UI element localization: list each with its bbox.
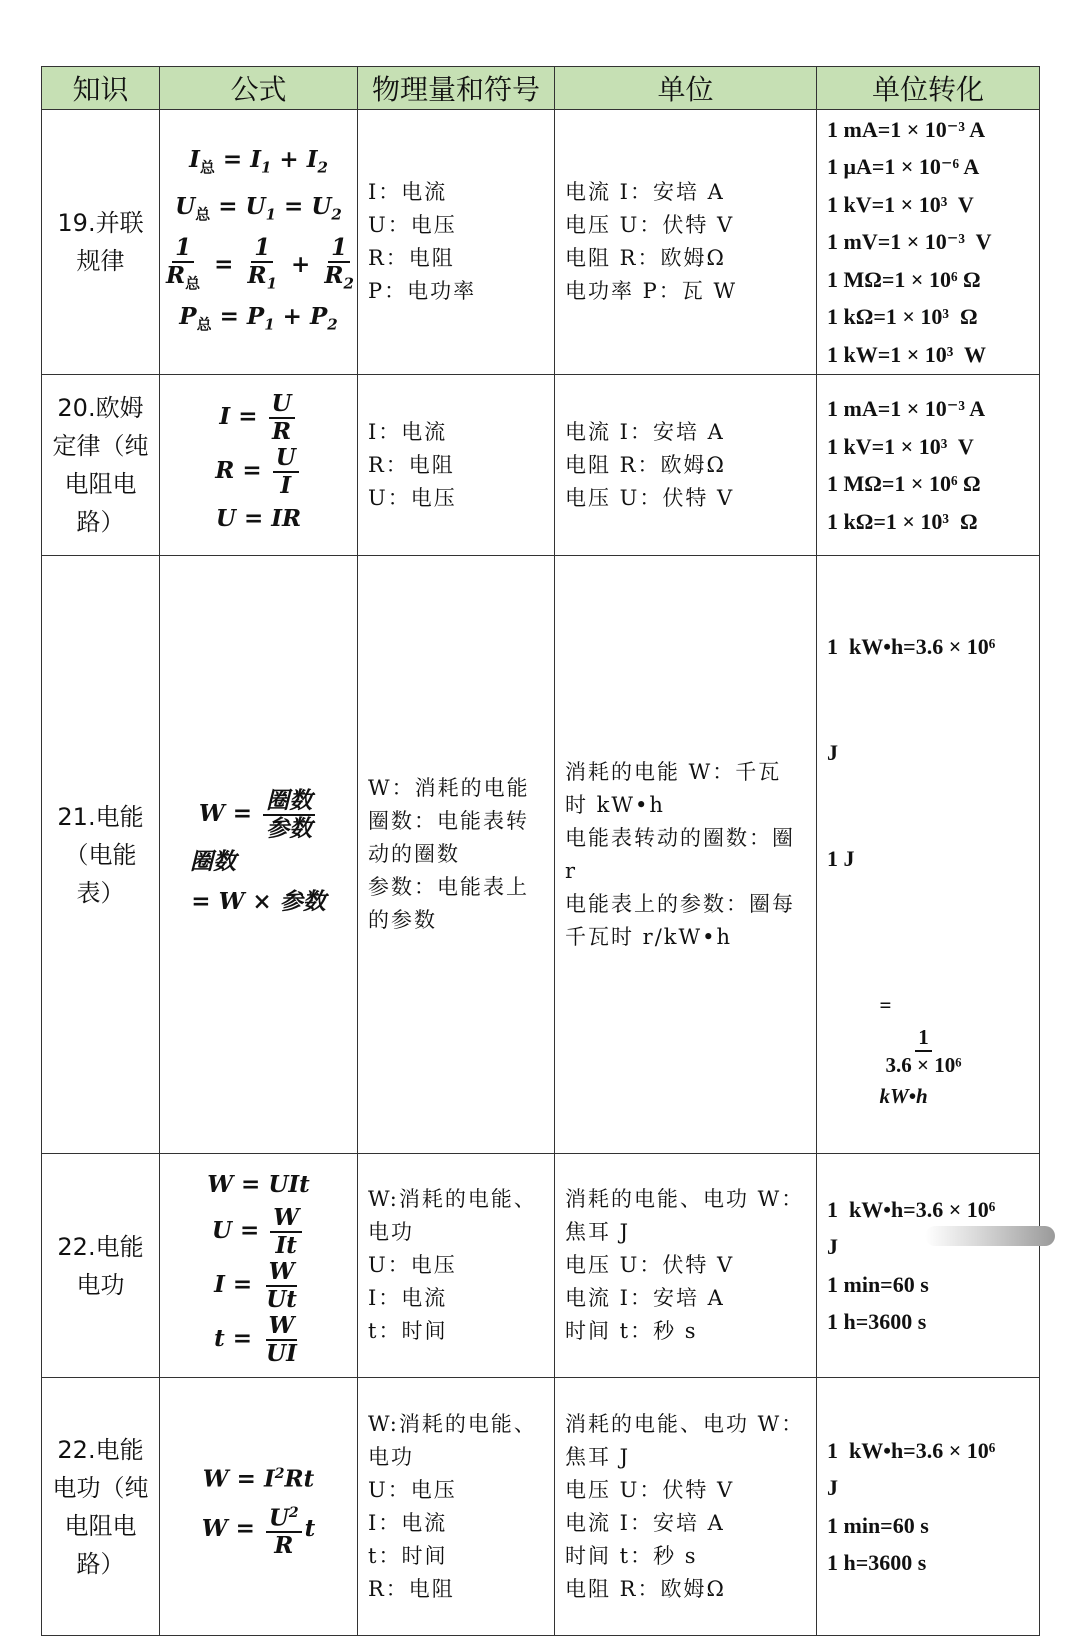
conversion-line: J xyxy=(827,1475,838,1500)
conversion-line: 1 kW•h=3.6 × 10⁶ xyxy=(827,1437,996,1463)
topic-cell xyxy=(42,1154,160,1378)
formula-work: W = UIt xyxy=(207,1170,310,1198)
unit-line: 电流 I：安培 A xyxy=(565,419,725,444)
unit-line: 焦耳 J xyxy=(565,1444,631,1469)
formula-ohm-voltage: U = IR xyxy=(215,505,302,532)
symbol-line: W:消耗的电能、 xyxy=(368,1411,537,1436)
topic-line: 电功 xyxy=(76,1270,125,1299)
symbol-line: 电功 xyxy=(368,1444,414,1469)
conversion-line: 1 kW=1 × 10³ W xyxy=(827,341,987,367)
topic-cell xyxy=(42,1378,160,1636)
formula-work-current: I = $\frac{W}{Ut}$ xyxy=(214,1257,297,1313)
unit-line: 焦耳 J xyxy=(565,1220,631,1244)
symbol-line: R：电阻 xyxy=(368,1576,455,1601)
conversion-line: 1 h=3600 s xyxy=(827,1550,927,1575)
units-cell xyxy=(555,375,817,556)
unit-line: 消耗的电能、电功 W： xyxy=(565,1411,805,1436)
formula-turns-product: = W × 参数 xyxy=(191,887,326,915)
unit-line: 时间 t：秒 s xyxy=(565,1543,698,1568)
conversion-line: 1 min=60 s xyxy=(827,1512,929,1538)
conversion-line: 1 kW•h=3.6 × 10⁶ xyxy=(827,1196,996,1222)
topic-line: 22.电能 xyxy=(57,1435,144,1464)
topic-line: 21.电能 xyxy=(57,802,144,831)
conversion-cell xyxy=(817,1154,1040,1378)
symbol-line: 动的圈数 xyxy=(368,842,460,866)
topic-cell xyxy=(42,110,160,375)
header-symbols: 物理量和符号 xyxy=(358,67,555,110)
unit-line: 电阻 R：欧姆Ω xyxy=(565,246,726,270)
header-topic: 知识 xyxy=(42,67,160,110)
unit-line: 电压 U：伏特 V xyxy=(565,213,735,237)
conversion-cell xyxy=(817,1378,1040,1636)
unit-line: 千瓦时 r/kW•h xyxy=(565,924,733,949)
symbol-line: I：电流 xyxy=(368,1510,448,1535)
formula-cell xyxy=(160,110,358,375)
formula-ohm-current: I = $\frac{U}{R}$ xyxy=(160,391,357,445)
conversion-line: J xyxy=(827,740,838,765)
topic-cell xyxy=(42,556,160,1154)
header-row xyxy=(42,67,1040,110)
formula-ohm-resistance: R = $\frac{U}{I}$ xyxy=(160,445,357,499)
unit-line: 电阻 R：欧姆Ω xyxy=(565,452,726,477)
conversion-joule-fraction: = $\frac{1}{\text{3.6 × 10⁶}}$ kW•h xyxy=(879,992,962,1108)
table-row xyxy=(42,556,1040,1154)
symbols-cell xyxy=(358,110,555,375)
scrollbar-thumb[interactable] xyxy=(925,1226,1055,1246)
unit-line: 电流 I：安培 A xyxy=(565,180,725,204)
unit-line: 电能表上的参数：圈每 xyxy=(565,891,795,916)
symbol-line: W：消耗的电能 xyxy=(368,776,530,800)
topic-line: 路） xyxy=(76,1549,125,1578)
units-cell xyxy=(555,110,817,375)
unit-line: r xyxy=(565,858,578,883)
unit-line: 电功率 P：瓦 W xyxy=(565,279,738,303)
formula-current: $I_总 = I_1 + I_2$ xyxy=(189,145,328,177)
table-row xyxy=(42,1154,1040,1378)
symbol-line: U：电压 xyxy=(368,1477,457,1502)
symbol-line: 参数：电能表上 xyxy=(368,875,529,899)
table-row xyxy=(42,110,1040,375)
conversion-line: 1 kΩ=1 × 10³ Ω xyxy=(827,304,978,330)
formula-resistance: $\frac{1}{R_总}$ = $\frac{1}{R_1}$ + $\frac{1}{R_2}$ xyxy=(166,234,354,293)
conversion-line: 1 mA=1 × 10⁻³ A xyxy=(827,396,986,421)
conversion-line: 1 kV=1 × 10³ V xyxy=(827,191,974,217)
symbol-line: P：电功率 xyxy=(368,279,477,303)
conversion-line: 1 kW•h=3.6 × 10⁶ xyxy=(827,634,996,659)
formula-table xyxy=(41,66,1040,1636)
unit-line: 电流 I：安培 A xyxy=(565,1286,725,1310)
topic-line: 电阻电 xyxy=(64,1511,137,1540)
conversion-cell xyxy=(817,556,1040,1154)
symbol-line: W:消耗的电能、 xyxy=(368,1187,537,1211)
conversion-line: 1 mV=1 × 10⁻³ V xyxy=(827,229,992,255)
symbol-line: I：电流 xyxy=(368,180,448,204)
unit-line: 消耗的电能 W：千瓦 xyxy=(565,759,782,784)
conversion-line: J xyxy=(827,1234,838,1259)
unit-line: 电能表转动的圈数：圈 xyxy=(565,825,795,850)
conversion-line: 1 min=60 s xyxy=(827,1271,929,1297)
formula-work-resistance: W = $\frac{U^2}{R}$ t xyxy=(160,1500,357,1560)
header-conversion: 单位转化 xyxy=(817,67,1040,110)
unit-line: 消耗的电能、电功 W： xyxy=(565,1187,805,1211)
unit-line: 时间 t：秒 s xyxy=(565,1319,698,1343)
conversion-cell xyxy=(817,375,1040,556)
formula-work-voltage: U = $\frac{W}{It}$ xyxy=(160,1205,357,1259)
symbols-cell xyxy=(358,1378,555,1636)
topic-line: 表） xyxy=(76,878,125,907)
conversion-cell xyxy=(817,110,1040,375)
conversion-line: 1 kV=1 × 10³ V xyxy=(827,433,974,459)
formula-voltage: $U_总 = U_1 = U_2$ xyxy=(175,193,342,224)
unit-line: 电压 U：伏特 V xyxy=(565,485,735,510)
topic-line: 电功（纯 xyxy=(52,1473,149,1502)
symbol-line: U：电压 xyxy=(368,485,457,510)
symbol-line: 的参数 xyxy=(368,908,437,932)
topic-line: 规律 xyxy=(76,247,125,275)
table-row xyxy=(42,375,1040,556)
topic-cell xyxy=(42,375,160,556)
header-formula: 公式 xyxy=(160,67,358,110)
unit-line: 电阻 R：欧姆Ω xyxy=(565,1576,726,1601)
conversion-line: 1 J xyxy=(827,846,855,871)
symbol-line: I：电流 xyxy=(368,419,448,444)
formula-power: $P_总 = P_1 + P_2$ xyxy=(179,302,338,334)
symbol-line: U：电压 xyxy=(368,213,457,237)
unit-line: 电压 U：伏特 V xyxy=(565,1477,735,1502)
symbol-line: U：电压 xyxy=(368,1253,457,1277)
unit-line: 电流 I：安培 A xyxy=(565,1510,725,1535)
formula-turns: 圈数 xyxy=(190,847,236,875)
topic-line: 20.欧姆 xyxy=(57,394,144,422)
unit-line: 时 kW•h xyxy=(565,792,665,817)
formula-joule-heat: $W = I^2Rt$ xyxy=(202,1465,315,1493)
symbols-cell xyxy=(358,375,555,556)
symbols-cell xyxy=(358,1154,555,1378)
conversion-line: 1 kΩ=1 × 10³ Ω xyxy=(827,508,978,534)
symbol-line: I：电流 xyxy=(368,1286,448,1310)
topic-line: 22.电能 xyxy=(57,1232,144,1261)
formula-energy-meter: W = $\frac{\text{圈数}}{\text{参数}}$ xyxy=(160,788,357,842)
topic-line: 19.并联 xyxy=(57,209,144,237)
formula-cell xyxy=(160,1154,358,1378)
topic-line: 电阻电 xyxy=(64,470,137,498)
symbol-line: R：电阻 xyxy=(368,246,455,270)
symbol-line: t：时间 xyxy=(368,1543,448,1568)
units-cell xyxy=(555,1154,817,1378)
symbol-line: 电功 xyxy=(368,1220,414,1244)
units-cell xyxy=(555,556,817,1154)
conversion-line: 1 μA=1 × 10⁻⁶ A xyxy=(827,154,980,180)
conversion-line: 1 MΩ=1 × 10⁶ Ω xyxy=(827,266,981,292)
topic-line: 定律（纯 xyxy=(52,432,149,460)
symbols-cell xyxy=(358,556,555,1154)
symbol-line: t：时间 xyxy=(368,1319,448,1343)
conversion-line: 1 MΩ=1 × 10⁶ Ω xyxy=(827,471,981,496)
conversion-line: 1 h=3600 s xyxy=(827,1309,927,1334)
symbol-line: 圈数：电能表转 xyxy=(368,809,529,833)
conversion-line: 1 mA=1 × 10⁻³ A xyxy=(827,116,986,142)
unit-line: 电压 U：伏特 V xyxy=(565,1253,735,1277)
formula-cell xyxy=(160,1378,358,1636)
formula-work-time: t = $\frac{W}{UI}$ xyxy=(214,1311,297,1367)
table-row xyxy=(42,1378,1040,1636)
formula-cell xyxy=(160,556,358,1154)
header-units: 单位 xyxy=(555,67,817,110)
topic-line: 路） xyxy=(76,508,125,536)
formula-cell xyxy=(160,375,358,556)
symbol-line: R：电阻 xyxy=(368,452,455,477)
topic-line: （电能 xyxy=(64,840,137,869)
units-cell xyxy=(555,1378,817,1636)
